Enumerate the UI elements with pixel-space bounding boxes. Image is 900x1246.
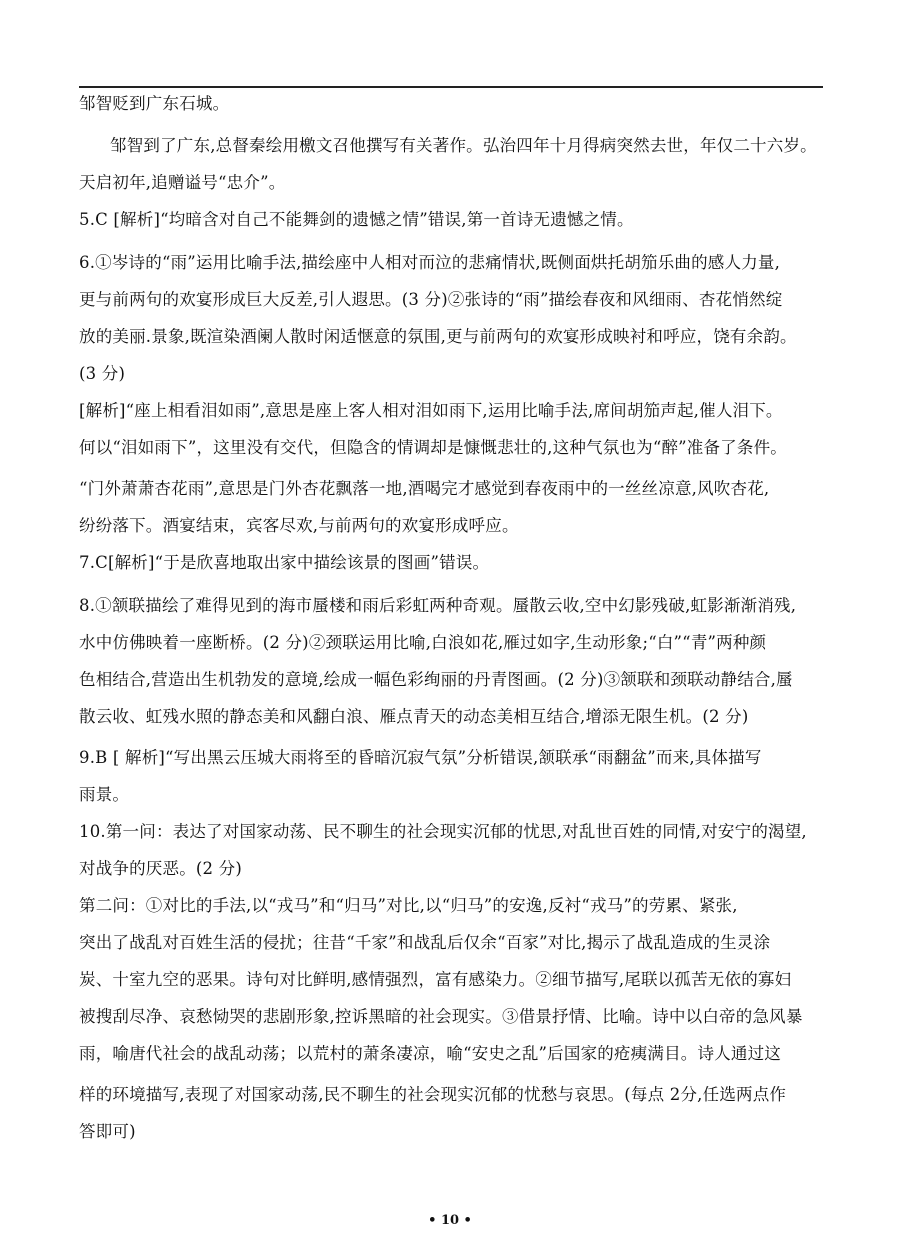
text-line: 更与前两句的欢宴形成巨大反差,引人遐思。(3 分)②张诗的“雨”描绘春夜和风细雨、杏花悄然绽: [79, 290, 783, 309]
text-line: 7.C[解析]“于是欣喜地取出家中描绘该景的图画”错误。: [79, 553, 490, 572]
text-line: 9.B [ 解析]“写出黑云压城大雨将至的昏暗沉寂气氛”分析错误,颔联承“雨翻盆”而来,具体描写: [79, 748, 762, 767]
text-line: 5.C [解析]“均暗含对自己不能舞剑的遗憾之情”错误,第一首诗无遗憾之情。: [79, 210, 634, 229]
text-line: 炭、十室九空的恶果。诗句对比鲜明,感情强烈，富有感染力。②细节描写,尾联以孤苦无依的寡妇: [79, 970, 792, 989]
text-line: 样的环境描写,表现了对国家动荡,民不聊生的社会现实沉郁的忧愁与哀思。(每点 2分,任选两点作: [79, 1085, 787, 1104]
text-line: 邹智到了广东,总督秦绘用檄文召他撰写有关著作。弘治四年十月得病突然去世，年仅二十六岁。: [110, 136, 817, 155]
text-line: “门外萧萧杏花雨”,意思是门外杏花飘落一地,酒喝完才感觉到春夜雨中的一丝丝凉意,风吹杏花,: [79, 479, 770, 498]
text-line: 邹智贬到广东石城。: [79, 94, 230, 113]
text-line: 突出了战乱对百姓生活的侵扰；往昔“千家”和战乱后仅余“百家”对比,揭示了战乱造成的生灵涂: [79, 933, 771, 952]
text-line: (3 分): [79, 364, 126, 383]
page-number: • 10 •: [428, 1213, 472, 1228]
header-rule: [79, 86, 823, 88]
text-line: 色相结合,营造出生机勃发的意境,绘成一幅色彩绚丽的丹青图画。(2 分)③颔联和颈联动静结合,蜃: [79, 670, 793, 689]
text-line: 散云收、虹残水照的静态美和风翻白浪、雁点青天的动态美相互结合,增添无限生机。(2 分): [79, 707, 749, 726]
text-line: 雨，喻唐代社会的战乱动荡；以荒村的萧条凄凉，喻“安史之乱”后国家的疮痍满目。诗人通过这: [79, 1044, 781, 1063]
text-line: 答即可): [79, 1122, 136, 1141]
text-line: 6.①岑诗的“雨”运用比喻手法,描绘座中人相对而泣的悲痛情状,既侧面烘托胡笳乐曲的感人力量,: [79, 253, 781, 272]
text-line: 雨景。: [79, 785, 130, 804]
text-line: 第二问：①对比的手法,以“戎马”和“归马”对比,以“归马”的安逸,反衬“戎马”的劳累、紧张,: [79, 896, 738, 915]
text-line: 8.①颔联描绘了难得见到的海市蜃楼和雨后彩虹两种奇观。蜃散云收,空中幻影残破,虹影渐渐消残,: [79, 596, 797, 615]
text-line: 放的美丽.景象,既渲染酒阑人散时闲适惬意的氛围,更与前两句的欢宴形成映衬和呼应，饶有余韵。: [79, 327, 797, 346]
text-line: 水中仿佛映着一座断桥。(2 分)②颈联运用比喻,白浪如花,雁过如字,生动形象;“白”“青”两种颜: [79, 633, 767, 652]
text-line: [解析]“座上相看泪如雨”,意思是座上客人相对泪如雨下,运用比喻手法,席间胡笳声起,催人泪下。: [79, 401, 783, 420]
text-line: 被搜刮尽净、哀愁恸哭的悲剧形象,控诉黑暗的社会现实。③借景抒情、比喻。诗中以白帝的急风暴: [79, 1007, 803, 1026]
text-line: 10.第一问：表达了对国家动荡、民不聊生的社会现实沉郁的忧思,对乱世百姓的同情,对安宁的渴望,: [79, 822, 807, 841]
text-line: 纷纷落下。酒宴结束，宾客尽欢,与前两句的欢宴形成呼应。: [79, 516, 519, 535]
text-line: 对战争的厌恶。(2 分): [79, 859, 243, 878]
text-line: 何以“泪如雨下”，这里没有交代，但隐含的情调却是慷慨悲壮的,这种气氛也为“醉”准备了条件。: [79, 438, 787, 457]
text-line: 天启初年,追赠谥号“忠介”。: [79, 173, 286, 192]
